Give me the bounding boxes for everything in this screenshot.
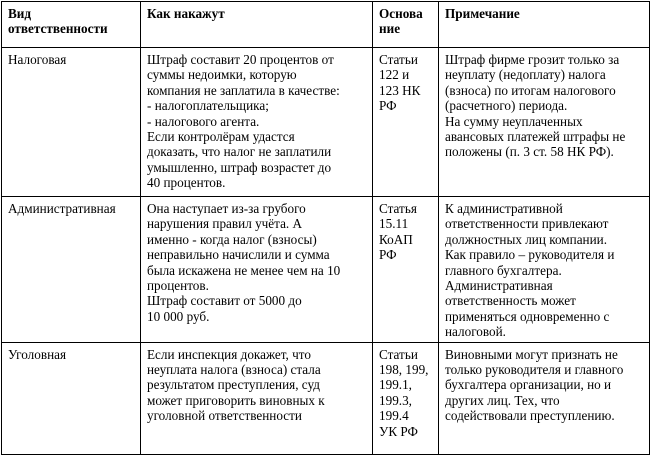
header-basis: Основа ние bbox=[373, 2, 439, 48]
cell-type: Административная bbox=[2, 197, 141, 343]
cell-note: К административной ответственности привлекают должностных лиц компании. Как правило – руководителя и главного бухгалтера. Административная ответственность может применяться одновременно с налоговой. bbox=[439, 197, 650, 343]
cell-penalty: Штраф составит 20 процентов от суммы недоимки, которую компания не заплатила в качестве: - налогоплательщика; - налогового агента. Если контролёрам удастся доказать, что налог не заплатили умышленно, штраф возрастет до 40 процентов. bbox=[141, 48, 373, 197]
cell-type: Уголовная bbox=[2, 342, 141, 454]
cell-type: Налоговая bbox=[2, 48, 141, 197]
cell-basis: Статья 15.11 КоАП РФ bbox=[373, 197, 439, 343]
table-header-row bbox=[2, 2, 650, 48]
cell-note: Штраф фирме грозит только за неуплату (недоплату) налога (взноса) по итогам налогового (расчетного) периода. На сумму неуплаченных авансовых платежей штрафы не положены (п. 3 ст. 58 НК РФ). bbox=[439, 48, 650, 197]
table-row bbox=[2, 342, 650, 454]
header-type: Вид ответственности bbox=[2, 2, 141, 48]
cell-penalty: Она наступает из-за грубого нарушения правил учёта. А именно - когда налог (взносы) неправильно начислили и сумма была искажена не менее чем на 10 процентов. Штраф составит от 5000 до 10 000 руб. bbox=[141, 197, 373, 343]
cell-basis: Статьи 122 и 123 НК РФ bbox=[373, 48, 439, 197]
table-row bbox=[2, 48, 650, 197]
header-penalty: Как накажут bbox=[141, 2, 373, 48]
table-row bbox=[2, 197, 650, 343]
cell-penalty: Если инспекция докажет, что неуплата налога (взноса) стала результатом преступления, суд может приговорить виновных к уголовной ответственности bbox=[141, 342, 373, 454]
liability-table bbox=[1, 1, 650, 455]
header-note: Примечание bbox=[439, 2, 650, 48]
cell-basis: Статьи 198, 199, 199.1, 199.3, 199.4 УК РФ bbox=[373, 342, 439, 454]
cell-note: Виновными могут признать не только руководителя и главного бухгалтера организации, но и других лиц. Тех, что содействовали преступлению. bbox=[439, 342, 650, 454]
